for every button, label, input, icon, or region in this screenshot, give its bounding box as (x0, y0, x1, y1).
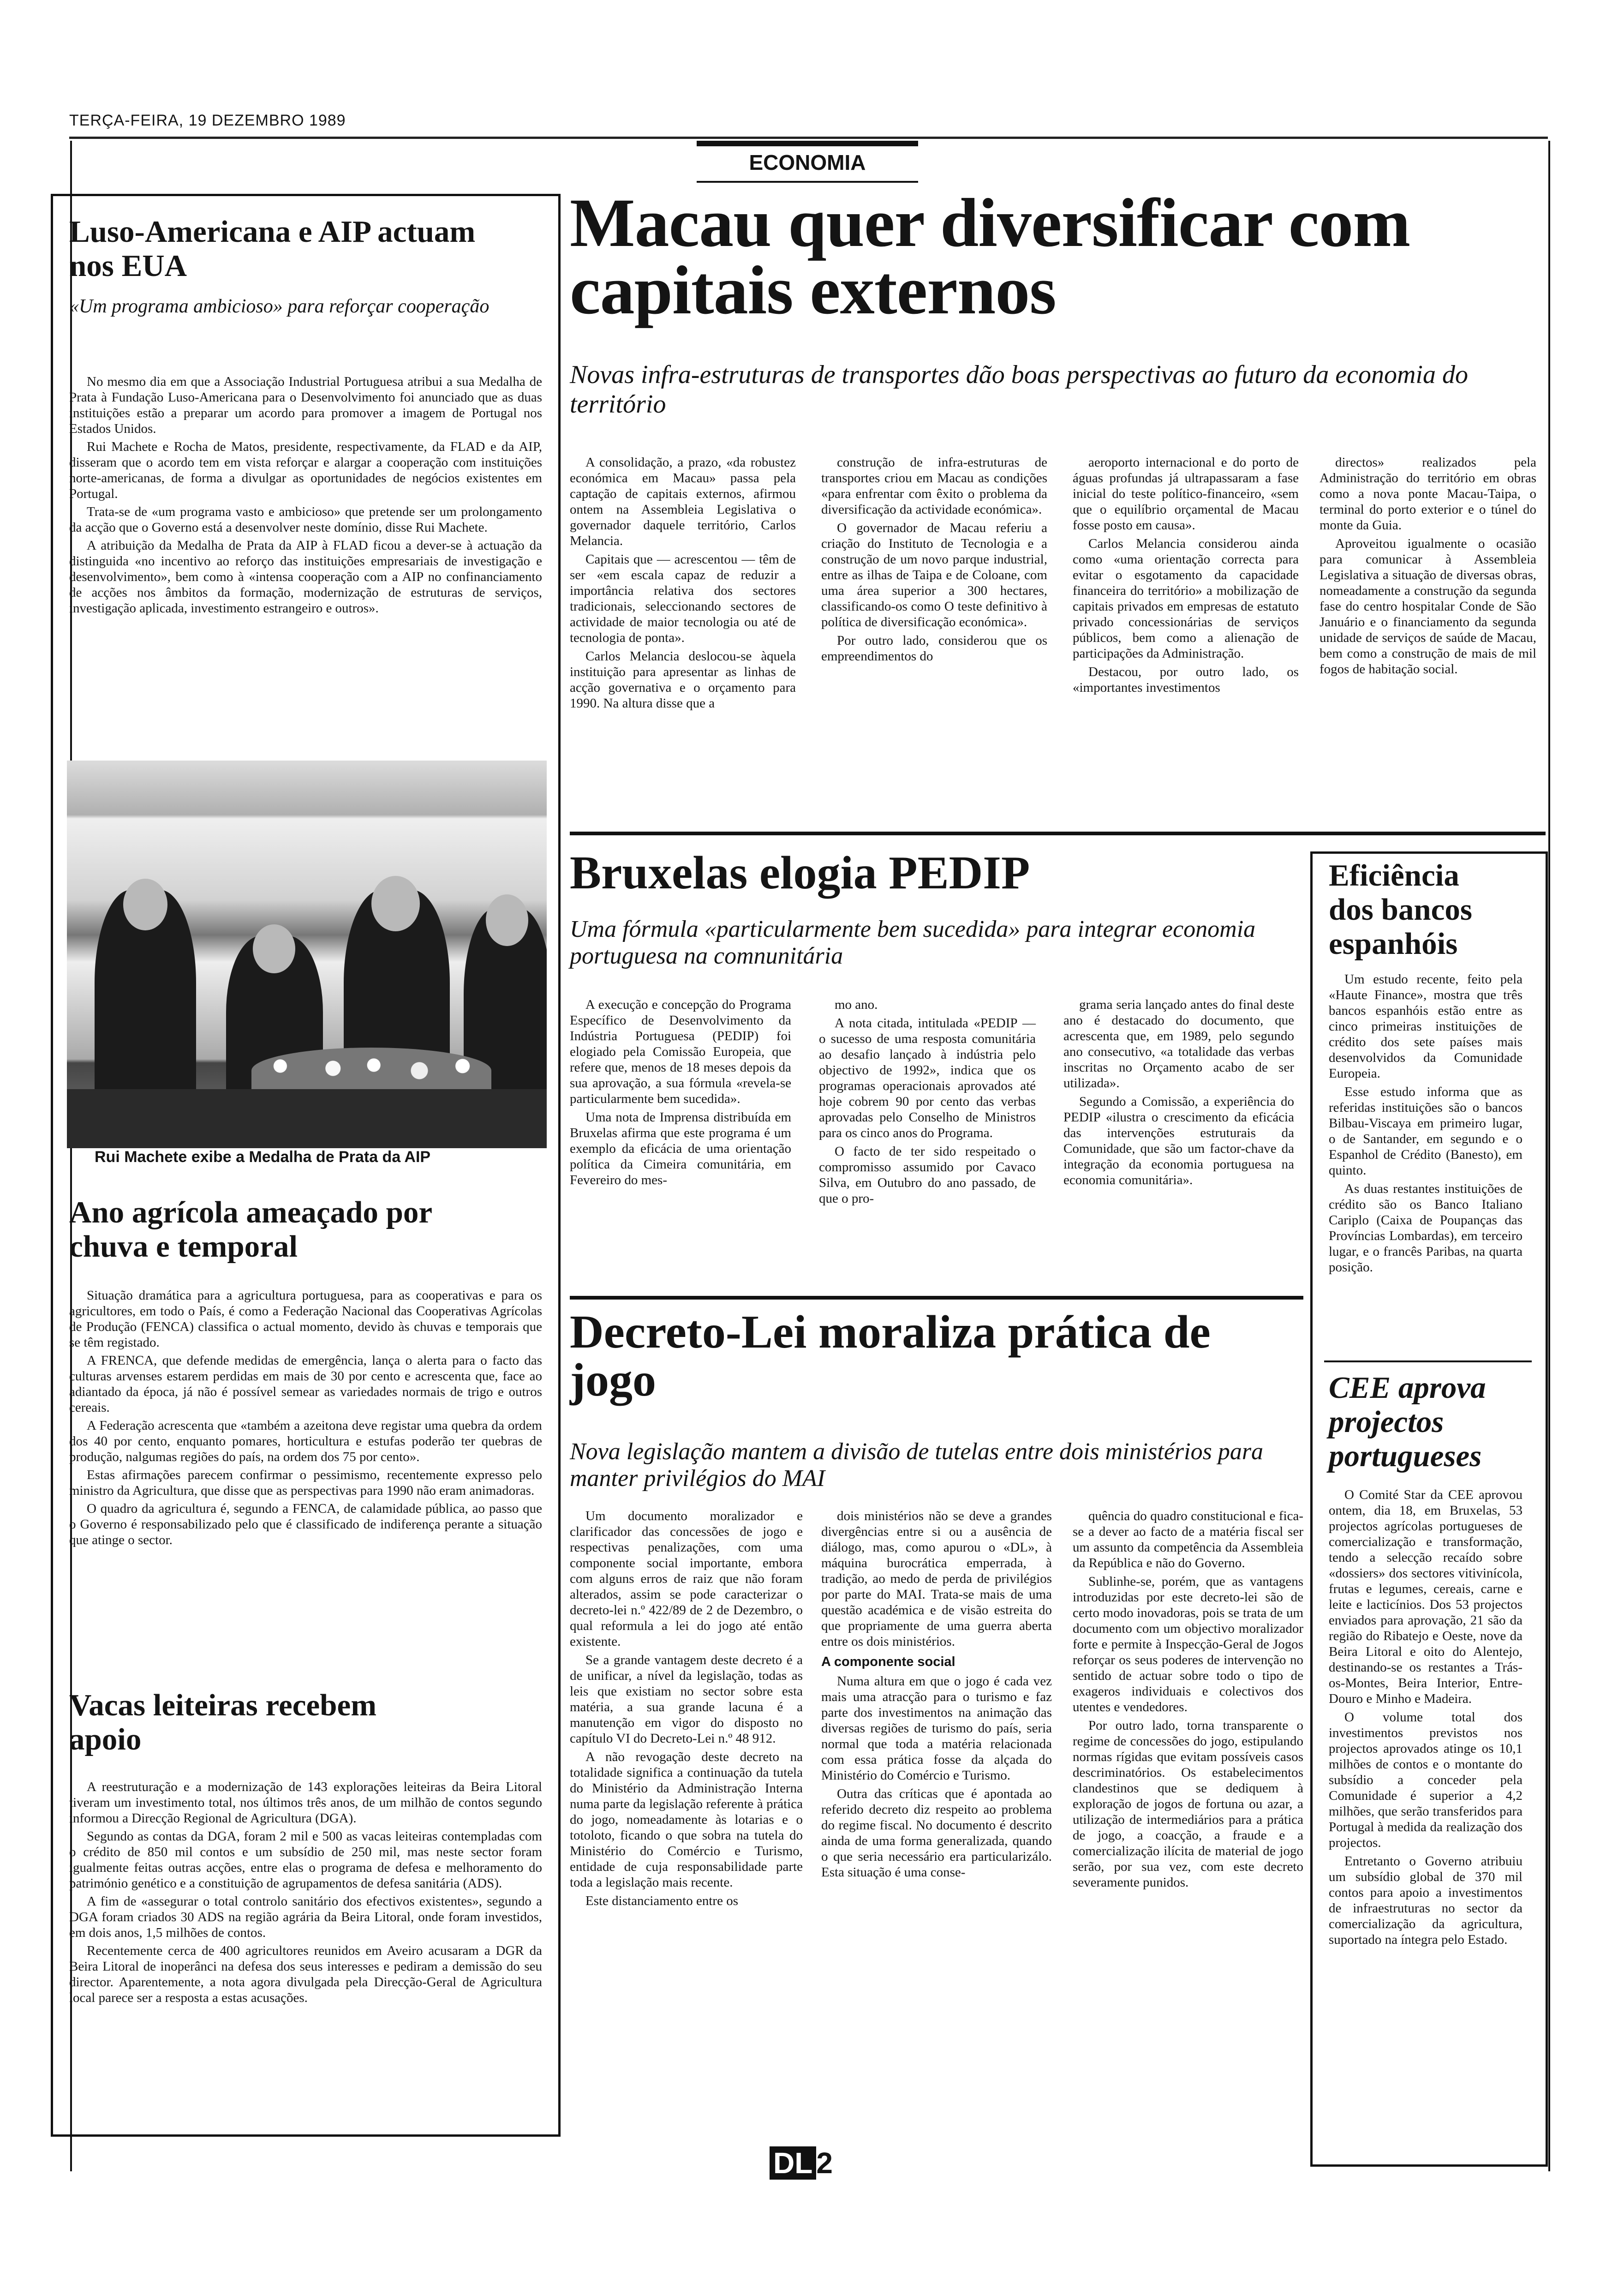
page-number: 2 (816, 2146, 833, 2180)
vacas-paragraph-1: A reestruturação e a modernização de 143 explorações leiteiras da Beira Litoral tiveram um investimento total, nos últimos três anos, de um milhão de contos segundo informou a Direcção Regional de Agricultura (DGA). (69, 1780, 542, 1826)
bancos-divider (1324, 1360, 1532, 1362)
luso-body (69, 374, 542, 618)
luso-paragraph-3: Trata-se de «um programa vasto e ambicioso» que pretende ser um prolongamento da acção que o Governo está a desenvolver neste domínio, disse Rui Machete. (69, 504, 542, 535)
decreto-column-3 (1073, 1508, 1303, 1893)
macau-deck: Novas infra-estruturas de transportes dão boas perspectivas ao futuro da economia do território (570, 360, 1468, 419)
decreto-subhead: A componente social (821, 1654, 955, 1669)
meeting-photo (67, 761, 547, 1148)
pedip-bottom-rule (570, 1296, 1303, 1300)
agricola-paragraph-4: Estas afirmações parecem confirmar o pessimismo, recentemente expresso pelo ministro da Agricultura, que disse que as perspectivas para 1990 não eram animadoras. (69, 1468, 542, 1498)
photo-caption: Rui Machete exibe a Medalha de Prata da AIP (95, 1148, 431, 1166)
macau-col1-p2: Capitais que — acrescentou — têm de ser «em escala capaz de reduzir a importância relativa dos sectores tradicionais, seleccionando sectores de actividade de maior tecnologia ou até de tecnologia de ponta». (570, 552, 796, 645)
luso-paragraph-4: A atribuição da Medalha de Prata da AIP à FLAD ficou a dever-se à actuação da distinguida «no incentivo ao reforço das instituições empresariais de investigação e desenvolvimento», bem como à «intensa cooperação com a AIP no confinanciamento de acções nos âmbitos da formação, modernização de estruturas de serviços, investigação aplicada, investimento estrangeiro e outros». (69, 538, 542, 616)
decreto-column-1 (570, 1508, 803, 1911)
vacas-headline: Vacas leiteiras recebem apoio (69, 1688, 377, 1756)
decreto-col2-p3: Outra das críticas que é apontada ao referido decreto diz respeito ao problema do regime fiscal. No documento é descrito ainda de uma forma generalizada, quando o que seria necessário era particularizálo. Esta situação é uma conse- (821, 1786, 1052, 1880)
pedip-col1-p1: A execução e concepção do Programa Específico de Desenvolvimento da Indústria Portuguesa (PEDIP) foi elogiado pela Comissão Europeia, que refere que, menos de 18 meses depois da sua aprovação, a sua fórmula «revela-se particularmente bem sucedida». (570, 997, 791, 1106)
agricola-paragraph-2: A FRENCA, que defende medidas de emergência, lança o alerta para o facto das culturas arvenses estarem perdidas em mais de 30 por cento e acrescenta que, face ao adiantado da época, já não é possível semear as variedades normais de trigo e outros cereais. (69, 1353, 542, 1415)
pedip-col2-p2: A nota citada, intitulada «PEDIP — o sucesso de uma resposta comunitária ao desafio lançado à indústria pelo objectivo de 1992», indica que os programas operacionais aprovados até hoje cobrem 90 por cento das verbas aprovadas pelo Conselho de Ministros para os cinco anos do Programa. (819, 1016, 1036, 1140)
pedip-col3-p1: grama seria lançado antes do final deste ano é destacado do documento, que acrescenta que, em 1989, pelo segundo ano consecutivo, «a totalidade das verbas inscritas no Orçamento acabo de ser utilizada». (1063, 997, 1294, 1091)
top-rule (69, 137, 1548, 139)
macau-column-2 (821, 455, 1047, 667)
pedip-headline: Bruxelas elogia PEDIP (570, 847, 1030, 899)
vacas-paragraph-2: Segundo as contas da DGA, foram 2 mil e 500 as vacas leiteiras contempladas com o crédito de 850 mil contos e um subsídio de 250 mil, mas neste sector foram igualmente feitas outras acções, entre elas o programa de defesa e melhoramento do património genético e a constituição de agrupamentos de defesa sanitária (ADS). (69, 1829, 542, 1891)
pedip-col1-p2: Uma nota de Imprensa distribuída em Bruxelas afirma que este programa é um exemplo da eficácia de uma orientação política da Cimeira comunitária, em Fevereiro do mes- (570, 1110, 791, 1187)
macau-bottom-rule (570, 832, 1546, 835)
agricola-paragraph-3: A Federação acrescenta que «também a azeitona deve registar uma quebra da ordem dos 40 por cento, enquanto pomares, horticultura e estufas poderão ter quebras de produção, nalgumas regiões do país, na ordem dos 75 por cento». (69, 1418, 542, 1464)
macau-col1-p1: A consolidação, a prazo, «da robustez económica em Macau» passa pela captação de capitais externos, afirmou ontem na Assembleia Legislativa o governador daquele território, Carlos Melancia. (570, 455, 796, 548)
page-logo (770, 2146, 833, 2180)
person-center-left-head (253, 924, 295, 973)
decreto-col3-p3: Por outro lado, torna transparente o regime de concessões do jogo, estipulando normas rígidas que evitam possíveis casos descriminatórios. Os estabelecimentos clandestinos que se dediquem à exploração de jogos de fortuna ou azar, a utilização de intermediários para a prática de jogo, a coacção, a fraude e a comercialização ilícita de material de jogo serão, por sua vez, com este decreto severamente punidos. (1073, 1718, 1303, 1890)
decreto-col3-p2: Sublinhe-se, porém, que as vantagens introduzidas por este decreto-lei são de certo modo inovadoras, pois se trata de um documento com um objectivo moralizador forte e permite à Inspecção-Geral de Jogos reforçar os seus poderes de intervenção no sentido de actuar sobre todo o tipo de exageros individuais e colectivos dos utentes e vendedores. (1073, 1574, 1303, 1714)
macau-column-3 (1073, 455, 1299, 698)
pedip-column-2 (819, 997, 1036, 1209)
cee-headline: CEE aprova projectos portugueses (1329, 1371, 1486, 1473)
pedip-col2-p3: O facto de ter sido respeitado o compromisso assumido por Cavaco Silva, em Outubro do ano passado, de que o pro- (819, 1144, 1036, 1206)
vacas-body (69, 1779, 542, 2008)
bancos-paragraph-1: Um estudo recente, feito pela «Haute Finance», mostra que três bancos espanhóis estão entre as cinco primeiras instituições de crédito dos sete países mais desenvolvidos da Comunidade Europeia. (1329, 972, 1522, 1081)
luso-paragraph-2: Rui Machete e Rocha de Matos, presidente, respectivamente, da FLAD e da AIP, disseram que o acordo tem em vista reforçar e alargar a cooperação com instituições norte-americanas, de forma a divulgar as oportunidades de negócios existentes em Portugal. (69, 439, 542, 501)
luso-deck: «Um programa ambicioso» para reforçar cooperação (69, 296, 490, 317)
page-mark: DL (770, 2146, 816, 2180)
cee-paragraph-3: Entretanto o Governo atribuiu um subsídio global de 370 mil contos para apoio a investimentos de infraestruturas no sector da comercialização da agricultura, suportado na íntegra pelo Estado. (1329, 1854, 1522, 1947)
cee-paragraph-2: O volume total dos investimentos previstos nos projectos aprovados atinge os 10,1 milhões de contos e o montante do subsídio a conceder pela Comunidade é superior a 4,2 milhões, que serão transferidos para Portugal à medida da realização dos projectos. (1329, 1710, 1522, 1850)
luso-headline: Luso-Americana e AIP actuam nos EUA (69, 215, 476, 283)
macau-col3-p3: Destacou, por outro lado, os «importantes investimentos (1073, 665, 1299, 695)
decreto-col2-p1: dois ministérios não se deve a grandes divergências entre si ou a ausência de diálogo, mas, como apurou o «DL», à máquina burocrática emperrada, à tradição, ao medo de perda de privilégios por parte do MAI. Trata-se mais de uma questão académica e de visão estreita do que propriamente de uma guerra aberta entre os dois ministérios. (821, 1509, 1052, 1649)
pedip-column-1 (570, 997, 791, 1191)
table-edge (67, 1089, 547, 1148)
macau-col1-p3: Carlos Melancia deslocou-se àquela instituição para apresentar as linhas de acção governativa e o orçamento para 1990. Na altura disse que a (570, 649, 796, 711)
cee-paragraph-1: O Comité Star da CEE aprovou ontem, dia 18, em Bruxelas, 53 projectos agrícolas portugueses de comercialização e transformação, tendo a selecção recaído sobre «dossiers» dos sectores vitivinícola, frutas e legumes, cereais, carne e leite e lacticínios. Dos 53 projectos enviados para aprovação, 21 são da região do Ribatejo e Oeste, nove da Beira Litoral e oito do Alentejo, destinando-se os restantes a Trás-os-Montes, Beira Interior, Entre-Douro e Minho e Madeira. (1329, 1487, 1522, 1706)
vacas-paragraph-4: Recentemente cerca de 400 agricultores reunidos em Aveiro acusaram a DGR da Beira Litoral de inoperânci na defesa dos seus interesses e pediram a demissão do seu director. Aparentemente, a nota agora divulgada pela Direcção-Geral de Agricultura local parece ser a resposta a estas acusações. (69, 1943, 542, 2005)
decreto-deck: Nova legislação mantem a divisão de tutelas entre dois ministérios para manter privilégios do MAI (570, 1438, 1264, 1492)
macau-headline: Macau quer diversificar com capitais externos (570, 185, 1410, 329)
decreto-col1-p2: Se a grande vantagem deste decreto é a de unificar, a nível da legislação, todas as leis que existiam no sector sobre esta matéria, a sua grande lacuna é a manutenção em vigor do disposto no capítulo VI do Decreto-Lei n.º 48 912. (570, 1653, 803, 1746)
agricola-paragraph-1: Situação dramática para a agricultura portuguesa, para as cooperativas e para os agricultores, em todo o País, é como a Federação Nacional das Cooperativas Agrícolas de Produção (FENCA) classifica o actual momento, devido às chuvas e temporais que se têm registado. (69, 1288, 542, 1350)
pedip-col2-p1: mo ano. (835, 997, 878, 1012)
macau-col3-p1: aeroporto internacional e do porto de águas profundas já ultrapassaram a fase inicial do teste político-financeiro, «sem que o equilíbrio orçamental de Macau fosse posto em causa». (1073, 455, 1299, 533)
section-label: ECONOMIA (697, 141, 918, 183)
macau-col3-p2: Carlos Melancia considerou ainda como «uma orientação correcta para evitar o esgotamento da capacidade financeira do território» a mobilização de capitais privados em empresas de estatuto privado concessionárias de serviços públicos, bem como a alienação de participações da Administração. (1073, 536, 1299, 661)
person-left-head (123, 879, 167, 930)
decreto-col1-p3: A não revogação deste decreto na totalidade significa a continuação da tutela do Ministério da Administração Interna numa parte da legislação referente à prática do jogo, nomeadamente às lotarias e o totoloto, ficando o que sobra na tutela do Ministério do Comércio e Turismo, entidade de cuja responsabilidade parte toda a legislação mais recente. (570, 1750, 803, 1890)
macau-column-4 (1320, 455, 1536, 680)
decreto-col3-p1: quência do quadro constitucional e fica-se a dever ao facto de a matéria fiscal ser um assunto da competência da Assembleia da República e não do Governo. (1073, 1509, 1303, 1570)
vacas-paragraph-3: A fim de «assegurar o total controlo sanitário dos efectivos existentes», segundo a DGA foram criados 30 ADS na região agrária da Beira Litoral, onde foram investidos, em dois anos, 1,5 milhões de contos. (69, 1894, 542, 1940)
pedip-deck: Uma fórmula «particularmente bem sucedida» para integrar economia portuguesa na comnunitária (570, 916, 1256, 969)
bancos-paragraph-3: As duas restantes instituições de crédito são os Banco Italiano Cariplo (Caixa de Poupanças das Províncias Lombardas), em terceiro lugar, e o francês Paribas, na quarta posição. (1329, 1181, 1522, 1275)
macau-col4-p1: directos» realizados pela Administração do território em obras como a nova ponte Macau-Taipa, o terminal do porto exterior e o túnel do monte da Guia. (1320, 455, 1536, 533)
cee-body (1329, 1487, 1522, 1950)
macau-col2-p1: construção de infra-estruturas de transportes criou em Macau as condições «para enfrentar com êxito o problema da diversificação da actividade económica». (821, 455, 1047, 517)
flower-arrangement (251, 1048, 491, 1094)
pedip-column-3 (1063, 997, 1294, 1191)
decreto-headline: Decreto-Lei moraliza prática de jogo (570, 1306, 1211, 1406)
luso-paragraph-1: No mesmo dia em que a Associação Industrial Portuguesa atribui a sua Medalha de Prata à Fundação Luso-Americana para o Desenvolvimento foi anunciado que as duas instituições estão a preparar um acordo para promover a imagem de Portugal nos Estados Unidos. (69, 374, 542, 436)
agricola-paragraph-5: O quadro da agricultura é, segundo a FENCA, de calamidade pública, ao passo que o Governo é responsabilizado pelo que é classificado de indiferença perante a situação que atinge o sector. (69, 1501, 542, 1547)
decreto-col1-p1: Um documento moralizador e clarificador das concessões de jogo e respectivas penalizações, com uma componente social importante, embora com alguns erros de raiz que não foram alterados, assim se pode caracterizar o decreto-lei n.º 422/89 de 2 de Dezembro, o qual reformula a lei do jogo até então existente. (570, 1509, 803, 1649)
macau-col2-p2: O governador de Macau referiu a criação do Instituto de Tecnologia e a construção de um novo parque industrial, entre as ilhas de Taipa e de Coloane, com uma área superior a 300 hectares, classificando-os como O teste definitivo à política de diversificação económica». (821, 521, 1047, 629)
agricola-headline: Ano agrícola ameaçado por chuva e temporal (69, 1195, 432, 1264)
macau-column-1 (570, 455, 796, 714)
macau-col4-p2: Aproveitou igualmente o ocasião para comunicar à Assembleia Legislativa a situação de diversas obras, nomeadamente a construção da segunda fase do centro hospitalar Conde de São Januário e o financiamento da segunda unidade de serviços de saúde de Macau, bem como a construção de mais de mil fogos de habitação social. (1320, 536, 1536, 677)
bancos-headline: Eficiência dos bancos espanhóis (1329, 858, 1472, 961)
person-right-head (486, 894, 528, 946)
person-center-head (371, 876, 420, 931)
decreto-column-2 (821, 1508, 1052, 1883)
bancos-paragraph-2: Esse estudo informa que as referidas instituições são o bancos Bilbau-Viscaya em primeiro lugar, o de Santander, em segundo e o Espanhol de Crédito (Banesto), em quinto. (1329, 1085, 1522, 1178)
macau-col2-p3: Por outro lado, considerou que os empreendimentos do (821, 633, 1047, 664)
page-date: TERÇA-FEIRA, 19 DEZEMBRO 1989 (69, 112, 346, 129)
decreto-col2-p2: Numa altura em que o jogo é cada vez mais uma atracção para o turismo e faz parte dos investimentos na animação das diversas regiões de turismo do país, seria normal que toda a matéria relacionada com essa prática fosse da alçada do Ministério do Comércio e Turismo. (821, 1674, 1052, 1783)
bancos-body (1329, 971, 1522, 1278)
decreto-col1-p4: Este distanciamento entre os (585, 1894, 738, 1908)
agricola-body (69, 1288, 542, 1550)
pedip-col3-p2: Segundo a Comissão, a experiência do PEDIP «ilustra o crescimento da eficácia das intervenções estruturais da Comunidade, que são um factor-chave da integração da economia portuguesa na economia comunitária». (1063, 1094, 1294, 1187)
